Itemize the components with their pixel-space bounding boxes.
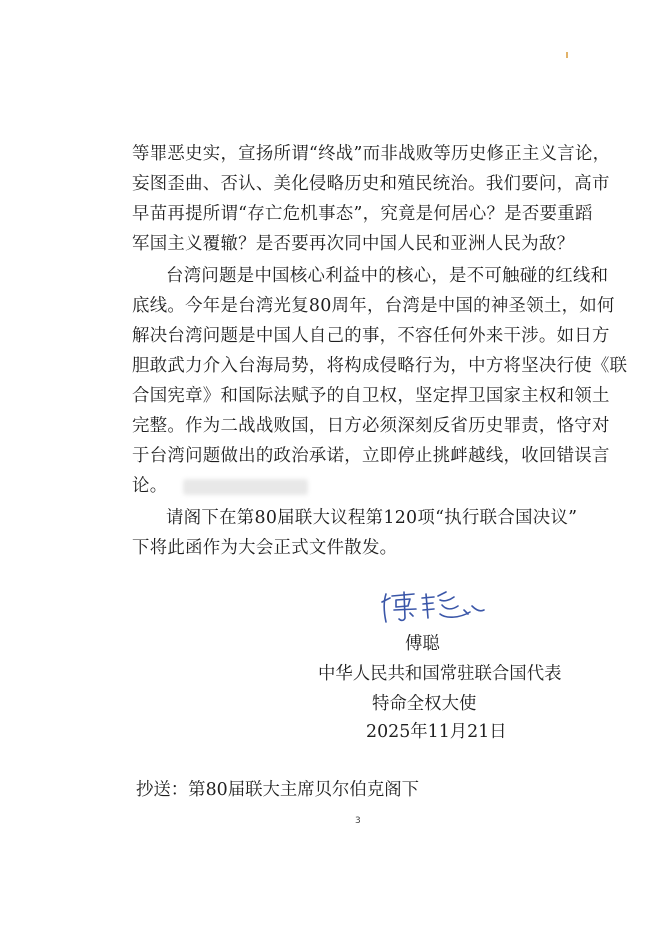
paragraph-3-line-2: 下将此函作为大会正式文件散发。 <box>132 538 398 558</box>
paragraph-2-line-3: 解决台湾问题是中国人自己的事，不容任何外来干涉。如日方 <box>132 326 610 346</box>
paragraph-1-line-2: 妄图歪曲、否认、美化侵略历史和殖民统治。我们要问，高市 <box>132 174 610 194</box>
paragraph-3-line-1: 请阁下在第80届联大议程第120项“执行联合国决议” <box>166 508 578 528</box>
paragraph-1-line-4: 军国主义覆辙？是否要再次同中国人民和亚洲人民为敌？ <box>132 234 575 254</box>
corner-mark <box>566 52 568 58</box>
paragraph-2-line-4: 胆敢武力介入台海局势，将构成侵略行为，中方将坚决行使《联 <box>132 356 628 376</box>
paragraph-2-line-2: 底线。今年是台湾光复80周年，台湾是中国的神圣领土，如何 <box>132 296 615 316</box>
cc-line: 抄送：第80届联大主席贝尔伯克阁下 <box>136 780 419 800</box>
letter-date-text: 2025年11月21日 <box>366 722 507 742</box>
paragraph-2-line-8 <box>132 468 308 504</box>
handwritten-signature <box>380 588 486 624</box>
paragraph-2-line-7: 于台湾问题做出的政治承诺，立即停止挑衅越线，收回错误言 <box>132 446 610 466</box>
page-number: 3 <box>355 816 361 826</box>
paragraph-1-line-3: 早苗再提所谓“存亡危机事态”，究竟是何居心？是否要重蹈 <box>132 204 593 224</box>
paragraph-1-line-1: 等罪恶史实，宣扬所谓“终战”而非战败等历史修正主义言论， <box>132 144 611 164</box>
signatory-name-text: 傅聪 <box>405 634 440 654</box>
signatory-title-2-text: 特命全权大使 <box>372 694 477 714</box>
paragraph-2-line-8-text: 论。 <box>132 476 168 496</box>
paragraph-2-line-5: 合国宪章》和国际法赋予的自卫权，坚定捍卫国家主权和领土 <box>132 386 610 406</box>
paragraph-2-line-6: 完整。作为二战战败国，日方必须深刻反省历史罪责，恪守对 <box>132 416 610 436</box>
paragraph-2-line-1: 台湾问题是中国核心利益中的核心，是不可触碰的红线和 <box>166 266 609 286</box>
blurred-watermark <box>183 479 308 495</box>
signatory-title-1-text: 中华人民共和国常驻联合国代表 <box>318 664 562 684</box>
